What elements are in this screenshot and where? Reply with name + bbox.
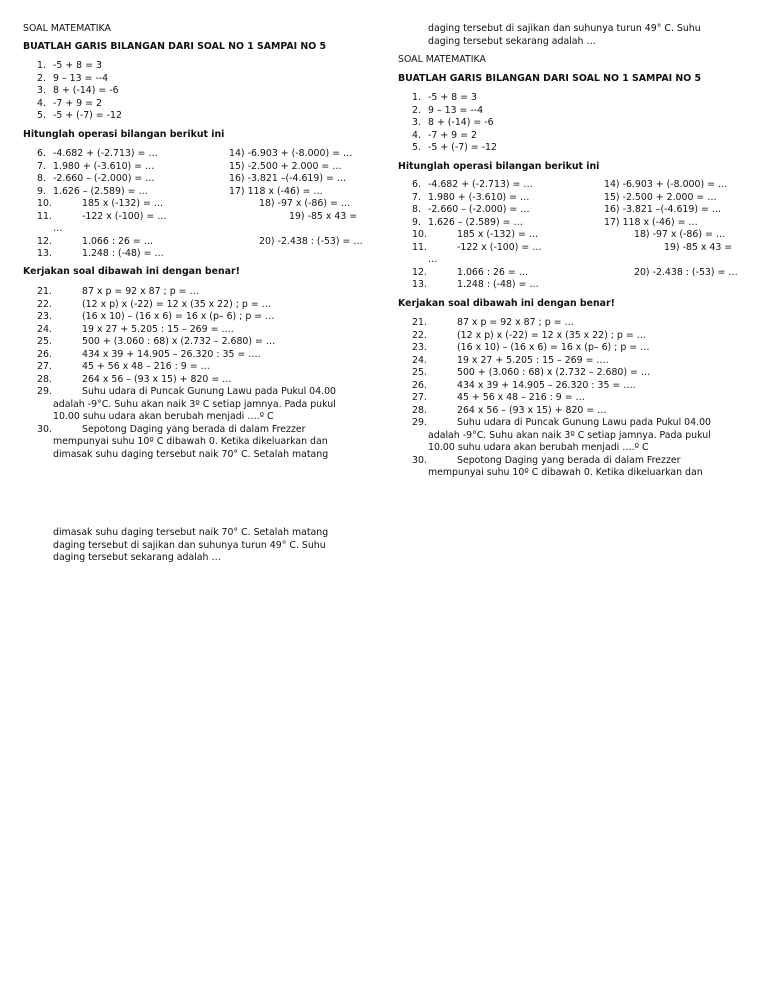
list-item-continuation: dimasak suhu daging tersebut naik 70° C. Setalah matang	[53, 527, 329, 538]
list-item: 18) -97 x (-86) = …	[634, 229, 726, 240]
list-item: Suhu udara di Puncak Gunung Lawu pada Pukul 04.00	[82, 386, 337, 397]
list-item: -5 + (-7) = -12	[53, 110, 122, 121]
number: 26.	[412, 379, 427, 391]
list-item: 1.066 : 26 = …	[457, 266, 529, 278]
list-item: Sepotong Daging yang berada di dalam Frezzer	[82, 423, 306, 435]
list-item: 14) -6.903 + (-8.000) = …	[604, 179, 728, 190]
list-item: 20) -2.438 : (-53) = …	[634, 266, 738, 278]
heading-operations: Hitunglah operasi bilangan berikut ini	[398, 160, 600, 172]
list-item: 19) -85 x 43 =	[289, 210, 358, 222]
list-item: -7 + 9 = 2	[53, 97, 102, 109]
heading-number-line: BUATLAH GARIS BILANGAN DARI SOAL NO 1 SAMPAI NO 5	[23, 41, 326, 52]
number: 23.	[37, 311, 52, 322]
list-item: 185 x (-132) = …	[82, 198, 164, 209]
list-item-continuation: 10.00 suhu udara akan berubah menjadi ….º C	[53, 411, 274, 422]
number: 26.	[37, 348, 52, 360]
number: 1.	[412, 92, 421, 103]
number: 5.	[37, 110, 46, 121]
list-item: -2.660 – (-2.000) = …	[53, 173, 155, 184]
number: 13.	[412, 279, 427, 290]
list-item: 1.248 : (-48) = …	[457, 279, 539, 290]
number: 4.	[37, 97, 46, 109]
list-item: 18) -97 x (-86) = …	[259, 198, 351, 209]
list-item: 500 + (3.060 : 68) x (2.732 – 2.680) = …	[457, 367, 651, 378]
list-item: (12 x p) x (-22) = 12 x (35 x 22) ; p = …	[82, 298, 272, 310]
number: 28.	[37, 373, 52, 385]
number: 9.	[412, 216, 421, 228]
number: 5.	[412, 142, 421, 153]
number: 8.	[37, 173, 46, 184]
list-item: -7 + 9 = 2	[428, 129, 477, 141]
heading-tasks: Kerjakan soal dibawah ini dengan benar!	[398, 297, 615, 309]
number: 10.	[37, 198, 52, 209]
list-item: 9 – 13 = --4	[428, 104, 484, 116]
number: 27.	[412, 392, 427, 403]
list-item: -5 + 8 = 3	[428, 92, 477, 103]
list-item-continuation: …	[53, 223, 63, 234]
list-item: -4.682 + (-2.713) = …	[53, 148, 158, 159]
list-item: -5 + (-7) = -12	[428, 142, 497, 153]
list-item-continuation: daging tersebut sekarang adalah …	[428, 35, 596, 47]
number: 24.	[37, 323, 52, 335]
list-item-continuation: daging tersebut di sajikan dan suhunya turun 49° C. Suhu	[53, 539, 326, 551]
list-item: 8 + (-14) = -6	[53, 85, 119, 96]
list-item: 1.248 : (-48) = …	[82, 248, 164, 259]
list-item: (12 x p) x (-22) = 12 x (35 x 22) ; p = …	[457, 329, 647, 341]
number: 30.	[37, 423, 52, 435]
document-title: SOAL MATEMATIKA	[398, 54, 486, 65]
list-item-continuation: adalah -9°C. Suhu akan naik 3º C setiap jamnya. Pada pukul	[53, 398, 336, 410]
number: 22.	[412, 329, 427, 341]
list-item: 45 + 56 x 48 – 216 : 9 = …	[457, 392, 585, 403]
number: 3.	[412, 117, 421, 128]
number: 13.	[37, 248, 52, 259]
number: 29.	[37, 386, 52, 397]
number: 6.	[37, 148, 46, 159]
number: 28.	[412, 404, 427, 416]
number: 3.	[37, 85, 46, 96]
list-item: (16 x 10) – (16 x 6) = 16 x (p– 6) ; p = …	[457, 342, 650, 353]
number: 24.	[412, 354, 427, 366]
heading-operations: Hitunglah operasi bilangan berikut ini	[23, 129, 225, 140]
number: 29.	[412, 417, 427, 428]
number: 9.	[37, 185, 46, 197]
document-title: SOAL MATEMATIKA	[23, 23, 111, 34]
heading-tasks: Kerjakan soal dibawah ini dengan benar!	[23, 266, 240, 277]
number: 21.	[412, 317, 427, 328]
list-item: Suhu udara di Puncak Gunung Lawu pada Pukul 04.00	[457, 417, 712, 428]
number: 25.	[412, 367, 427, 378]
list-item: 19 x 27 + 5.205 : 15 – 269 = ….	[82, 323, 234, 335]
list-item: 434 x 39 + 14.905 – 26.320 : 35 = ….	[82, 348, 261, 360]
list-item: 16) -3.821 –(-4.619) = …	[229, 173, 347, 184]
number: 2.	[412, 104, 421, 116]
number: 7.	[37, 160, 46, 172]
list-item: 15) -2.500 + 2.000 = …	[604, 191, 717, 203]
heading-number-line: BUATLAH GARIS BILANGAN DARI SOAL NO 1 SAMPAI NO 5	[398, 72, 701, 84]
list-item: 87 x p = 92 x 87 ; p = …	[457, 317, 574, 328]
number: 11.	[412, 241, 427, 253]
list-item: 1.980 + (-3.610) = …	[53, 160, 155, 172]
list-item: 17) 118 x (-46) = …	[604, 216, 698, 228]
list-item: 15) -2.500 + 2.000 = …	[229, 160, 342, 172]
list-item: 264 x 56 – (93 x 15) + 820 = …	[82, 373, 232, 385]
number: 30.	[412, 454, 427, 466]
list-item: -122 x (-100) = …	[82, 210, 167, 222]
list-item-continuation: dimasak suhu daging tersebut naik 70° C. Setalah matang	[53, 448, 329, 460]
list-item: (16 x 10) – (16 x 6) = 16 x (p– 6) ; p = …	[82, 311, 275, 322]
list-item: -5 + 8 = 3	[53, 60, 102, 71]
list-item: 1.626 – (2.589) = …	[53, 185, 148, 197]
list-item: 17) 118 x (-46) = …	[229, 185, 323, 197]
list-item: 20) -2.438 : (-53) = …	[259, 235, 363, 247]
list-item: 19 x 27 + 5.205 : 15 – 269 = ….	[457, 354, 609, 366]
number: 2.	[37, 72, 46, 84]
list-item: 8 + (-14) = -6	[428, 117, 494, 128]
list-item-continuation: daging tersebut di sajikan dan suhunya turun 49° C. Suhu	[428, 23, 701, 34]
number: 21.	[37, 286, 52, 297]
list-item: -122 x (-100) = …	[457, 241, 542, 253]
number: 23.	[412, 342, 427, 353]
list-item: -4.682 + (-2.713) = …	[428, 179, 533, 190]
list-item: 1.980 + (-3.610) = …	[428, 191, 530, 203]
number: 27.	[37, 361, 52, 372]
list-item: 9 – 13 = --4	[53, 72, 109, 84]
list-item: -2.660 – (-2.000) = …	[428, 204, 530, 215]
number: 6.	[412, 179, 421, 190]
number: 12.	[412, 266, 427, 278]
list-item: Sepotong Daging yang berada di dalam Frezzer	[457, 454, 681, 466]
list-item: 1.626 – (2.589) = …	[428, 216, 523, 228]
number: 25.	[37, 336, 52, 347]
number: 8.	[412, 204, 421, 215]
list-item: 1.066 : 26 = …	[82, 235, 154, 247]
list-item: 434 x 39 + 14.905 – 26.320 : 35 = ….	[457, 379, 636, 391]
number: 10.	[412, 229, 427, 240]
list-item: 19) -85 x 43 =	[664, 241, 733, 253]
list-item-continuation: adalah -9°C. Suhu akan naik 3º C setiap jamnya. Pada pukul	[428, 429, 711, 441]
number: 1.	[37, 60, 46, 71]
list-item-continuation: mempunyai suhu 10º C dibawah 0. Ketika dikeluarkan dan	[53, 436, 328, 447]
number: 11.	[37, 210, 52, 222]
list-item: 87 x p = 92 x 87 ; p = …	[82, 286, 199, 297]
list-item-continuation: …	[428, 254, 438, 265]
list-item: 14) -6.903 + (-8.000) = …	[229, 148, 353, 159]
list-item: 45 + 56 x 48 – 216 : 9 = …	[82, 361, 210, 372]
list-item-continuation: mempunyai suhu 10º C dibawah 0. Ketika dikeluarkan dan	[428, 467, 703, 478]
list-item-continuation: 10.00 suhu udara akan berubah menjadi ….º C	[428, 442, 649, 453]
list-item: 264 x 56 – (93 x 15) + 820 = …	[457, 404, 607, 416]
list-item-continuation: daging tersebut sekarang adalah …	[53, 552, 221, 563]
number: 7.	[412, 191, 421, 203]
list-item: 185 x (-132) = …	[457, 229, 539, 240]
number: 12.	[37, 235, 52, 247]
number: 4.	[412, 129, 421, 141]
list-item: 16) -3.821 –(-4.619) = …	[604, 204, 722, 215]
list-item: 500 + (3.060 : 68) x (2.732 – 2.680) = …	[82, 336, 276, 347]
number: 22.	[37, 298, 52, 310]
